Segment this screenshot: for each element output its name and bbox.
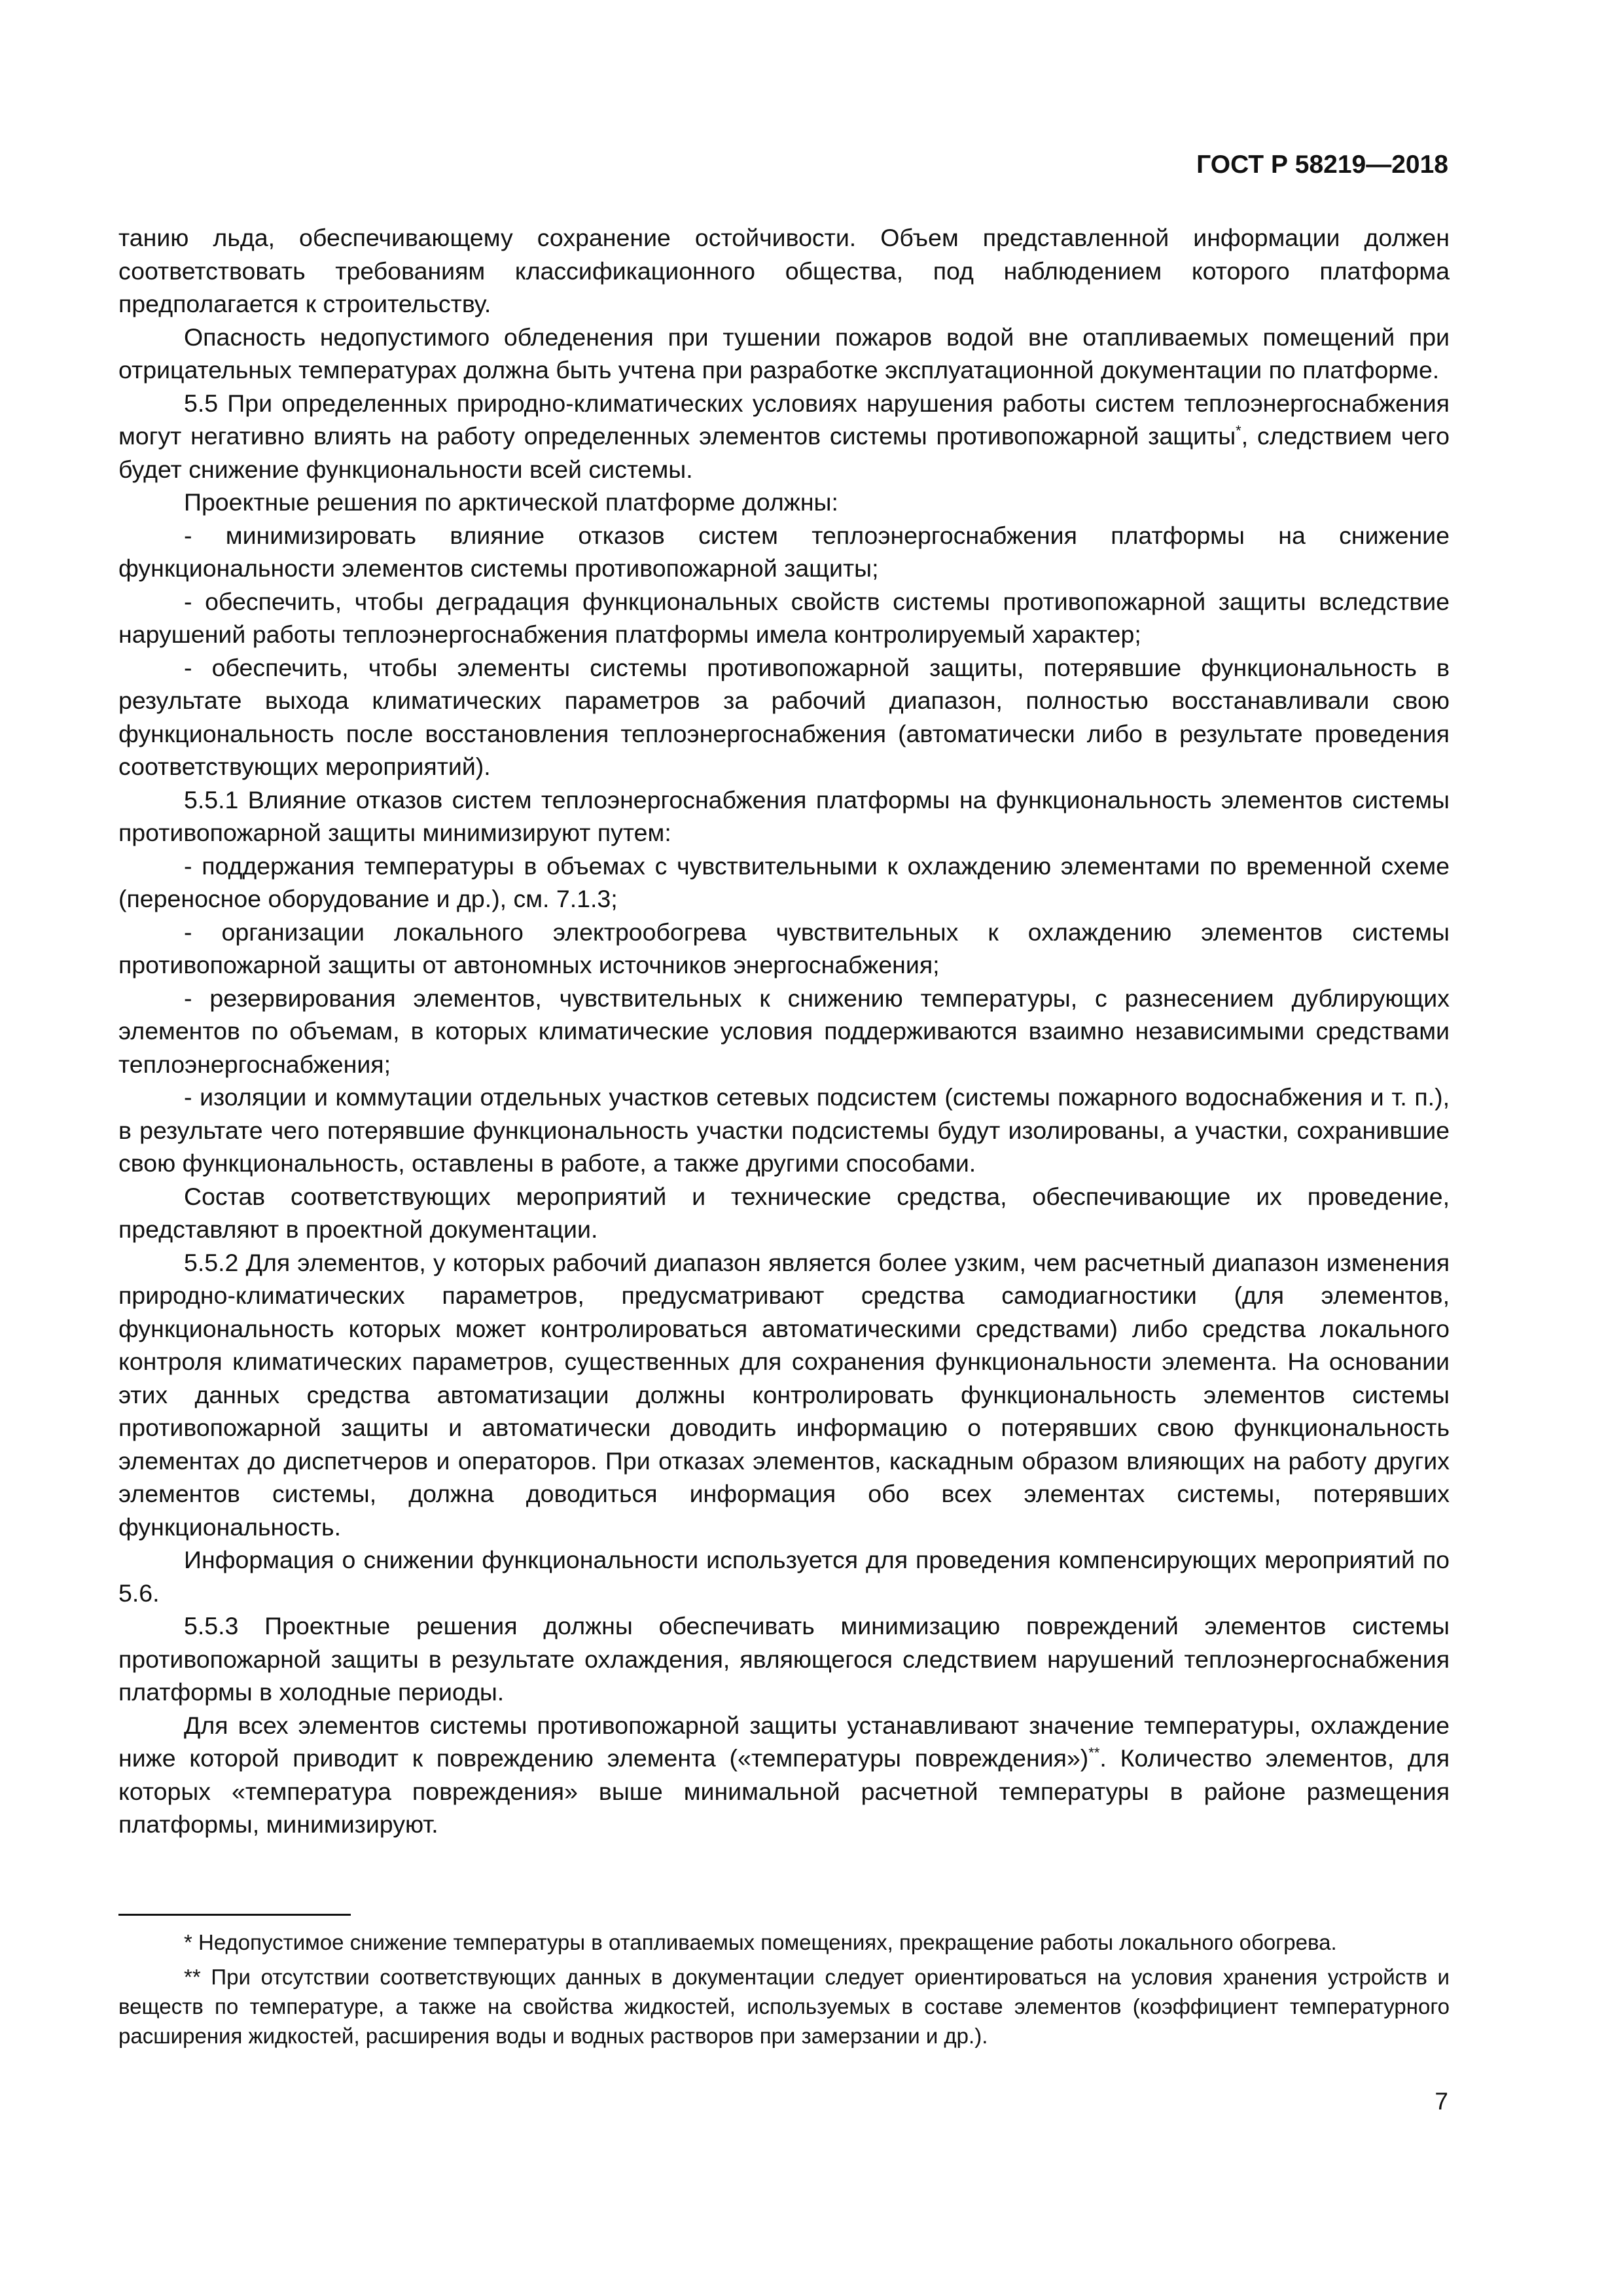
paragraph-info: Информация о снижении функциональности используется для проведения компенсирующих мероприятий по 5.6. xyxy=(118,1546,1450,1607)
paragraph-measures: Состав соответствующих мероприятий и технические средства, обеспечивающие их проведение, представляют в проектной документации. xyxy=(118,1182,1450,1243)
paragraph-damage-temp-text: Для всех элементов системы противопожарной защиты устанавливают значение температуры, охлаждение ниже которой приводит к повреждению элемента («температуры повреждения») xyxy=(118,1711,1450,1772)
paragraph-5-5-text: 5.5 При определенных природно-климатических условиях нарушения работы систем теплоэнергоснабжения могут негативно влиять на работу определенных элементов системы противопожарной защиты xyxy=(118,389,1450,450)
paragraph-icing: Опасность недопустимого обледенения при тушении пожаров водой вне отапливаемых помещений при отрицательных температурах должна быть учтена при разработке эксплуатационной документации по платформе. xyxy=(118,323,1450,384)
footnotes xyxy=(118,1928,1450,2056)
list-item: - поддержания температуры в объемах с чувствительными к охлаждению элементами по временной схеме (переносное оборудование и др.), см. 7.1.3; xyxy=(118,852,1450,912)
paragraph-5-5-1: 5.5.1 Влияние отказов систем теплоэнергоснабжения платформы на функциональность элементов системы противопожарной защиты минимизируют путем: xyxy=(118,785,1450,846)
paragraph-damage-temp xyxy=(118,1709,1450,1841)
body-text xyxy=(118,221,1450,1841)
paragraph-5-5-3: 5.5.3 Проектные решения должны обеспечивать минимизацию повреждений элементов системы противопожарной защиты в результате охлаждения, являющегося следствием нарушений теплоэнергоснабжения платформы в холодные периоды. xyxy=(118,1612,1450,1706)
page-number: 7 xyxy=(1435,2088,1448,2115)
list-item: - обеспечить, чтобы деградация функциональных свойств системы противопожарной защиты вследствие нарушений работы теплоэнергоснабжения платформы имела контролируемый характер; xyxy=(118,587,1450,648)
footnote-2: ** При отсутствии соответствующих данных в документации следует ориентироваться на условия хранения устройств и веществ по температуре, а также на свойства жидкостей, используемых в составе элементов (коэффициент температурного расширения жидкостей, расширения воды и водных растворов при замерзании и др.). xyxy=(118,1965,1450,2048)
footnote-1: * Недопустимое снижение температуры в отапливаемых помещениях, прекращение работы локального обогрева. xyxy=(184,1930,1337,1954)
list-item: - изоляции и коммутации отдельных участков сетевых подсистем (системы пожарного водоснабжения и т. п.), в результате чего потерявшие функциональность участки подсистемы будут изолированы, а участки, сохранившие свою функциональность, оставлены в работе, а также другими способами. xyxy=(118,1083,1450,1177)
list-item: - минимизировать влияние отказов систем теплоэнергоснабжения платформы на снижение функциональности элементов системы противопожарной защиты; xyxy=(118,521,1450,582)
document-standard-header: ГОСТ Р 58219—2018 xyxy=(1196,151,1448,179)
paragraph-5-5-2: 5.5.2 Для элементов, у которых рабочий диапазон является более узким, чем расчетный диапазон изменения природно-климатических параметров, предусматривают средства самодиагностики (для элементов, функциональность которых может контролироваться автоматическими средствами) либо средства локального контроля климатических параметров, существенных для сохранения функциональности элемента. На основании этих данных средства автоматизации должны контролировать функциональность элементов системы противопожарной защиты и автоматически доводить информацию о потерявших свою функциональность элементах до диспетчеров и операторов. При отказах элементов, каскадным образом влияющих на работу других элементов системы, должна доводиться информация обо всех элементах системы, потерявших функциональность. xyxy=(118,1248,1450,1541)
paragraph-design-intro: Проектные решения по арктической платформе должны: xyxy=(184,488,838,516)
list-item: - организации локального электрообогрева чувствительных к охлаждению элементов системы противопожарной защиты от автономных источников энергоснабжения; xyxy=(118,918,1450,978)
footnote-ref-1[interactable]: * xyxy=(1236,422,1241,439)
list-item: - резервирования элементов, чувствительных к снижению температуры, с разнесением дублирующих элементов по объемам, в которых климатические условия поддерживаются взаимно независимыми средствами теплоэнергоснабжения; xyxy=(118,984,1450,1078)
paragraph-5-5 xyxy=(118,387,1450,486)
paragraph-damage-temp-tail: . Количество элементов, для которых «температура повреждения» выше минимальной расчетной температуры в районе размещения платформы, минимизируют. xyxy=(118,1744,1450,1838)
footnote-separator xyxy=(118,1914,351,1916)
paragraph-continuation: танию льда, обеспечивающему сохранение остойчивости. Объем представленной информации должен соответствовать требованиям классификационного общества, под наблюдением которого платформа предполагается к строительству. xyxy=(118,224,1450,317)
paragraph-5-5-tail: , следствием чего будет снижение функциональности всей системы. xyxy=(118,422,1450,483)
footnote-ref-2[interactable]: ** xyxy=(1088,1744,1100,1761)
list-item: - обеспечить, чтобы элементы системы противопожарной защиты, потерявшие функциональность в результате выхода климатических параметров за рабочий диапазон, полностью восстанавливали свою функциональность после восстановления теплоэнергоснабжения (автоматически либо в результате проведения соответствующих мероприятий). xyxy=(118,653,1450,780)
